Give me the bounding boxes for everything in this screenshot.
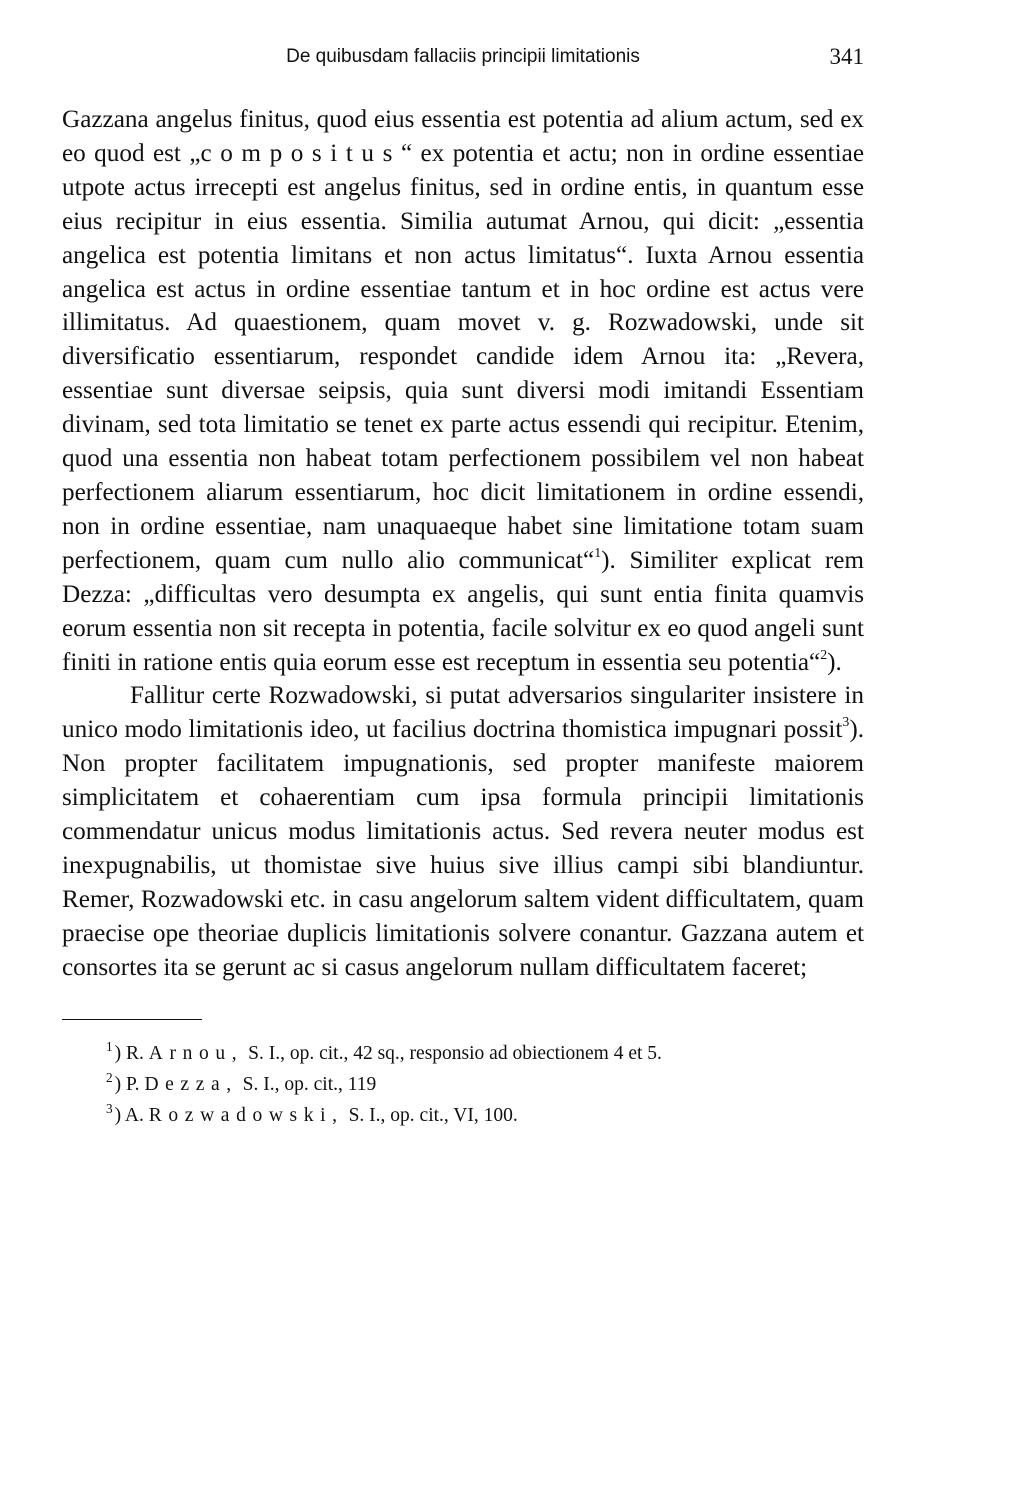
- footnote-mark: 3: [106, 1101, 113, 1117]
- footnote-initial: P.: [126, 1073, 140, 1095]
- paragraph-1-text-b: “ ex potentia et actu; non in ordine essentiae utpote actus irrecepti est angelus finitus, sed in ordine entis, in quantum esse eius recipitur in eius essentia. Similia autumat Arnou, qui dicit: „essentia angelica est potentia limitans et non actus limitatus“. Iuxta Arnou essentia angelica est actus in ordine essentiae tantum et in hoc ordine est actus vere illimitatus. Ad quaestionem, quam movet v. g. Rozwadowski, unde sit diversificatio essentiarum, respondet candide idem Arnou ita: „Revera, essentiae sunt diversae seipsis, quia sunt diversi modi imitandi Essentiam divinam, sed tota limitatio se tenet ex parte actus essendi qui recipitur. Etenim, quod una essentia non habeat totam perfectionem possibilem vel non habeat perfectionem aliarum essentiarum, hoc dicit limitationem in ordine essendi, non in ordine essentiae, nam unaquaeque habet sine limitatione totam suam perfectionem, quam cum nullo alio communicat“: [62, 139, 864, 574]
- footnote-reference-1: 1: [594, 544, 602, 560]
- footnote-separator: [62, 1019, 202, 1020]
- footnote-author: Dezza,: [144, 1073, 238, 1095]
- footnote-text: S. I., op. cit., VI, 100.: [348, 1104, 518, 1126]
- footnote-reference-2: 2: [820, 646, 828, 662]
- emphasized-word-compositus: compositus: [200, 139, 401, 167]
- running-title: De quibusdam fallaciis principii limitationis: [286, 46, 640, 67]
- paragraph-1-text-c: ). Similiter explicat rem Dezza: „difficultas vero desumpta ex angelis, qui sunt entia finita quamvis eorum essentia non sit recepta in potentia, facile solvitur ex eo quod angeli sunt finiti in ratione entis quia eorum esse est receptum in essentia seu potentia“: [62, 546, 864, 676]
- paragraph-1: [62, 103, 864, 679]
- paragraph-1-text-d: ).: [827, 648, 842, 676]
- paragraph-2-text-a: Fallitur certe Rozwadowski, si putat adversarios singulariter insistere in unico modo limitationis ideo, ut facilius doctrina thomistica impugnari possit: [62, 682, 864, 744]
- footnote-2: $^2$ ) P. Dezza, S. I., op. cit., 119: [106, 1070, 377, 1095]
- footnote-mark: 1: [106, 1039, 113, 1055]
- footnote-mark: 2: [106, 1070, 113, 1086]
- running-header: [62, 38, 864, 78]
- footnote-reference-3: 3: [842, 714, 850, 730]
- footnote-text: S. I., op. cit., 42 sq., responsio ad obiectionem 4 et 5.: [248, 1042, 662, 1064]
- footnote-initial: R.: [126, 1042, 144, 1064]
- footnote-text: S. I., op. cit., 119: [242, 1073, 377, 1095]
- paragraph-2-text-b: ). Non propter facilitatem impugnationis, sed propter manifeste maiorem simplicitatem et cohaerentiam cum ipsa formula principii limitationis commendatur unicus modus limitationis actus. Sed revera neuter modus est inexpugnabilis, ut thomistae sive huius sive illius campi sibi blandiuntur. Remer, Rozwadowski etc. in casu angelorum saltem vident difficultatem, quam praecise ope theoriae duplicis limitationis solvere conantur. Gazzana autem et consortes ita se gerunt ac si casus angelorum nullam difficultatem faceret;: [62, 716, 864, 981]
- paragraph-1-text-a: Gazzana angelus finitus, quod eius essentia est potentia ad alium actum, sed ex eo quod est „: [62, 106, 864, 167]
- footnote-3: $^3$ ) A. Rozwadowski, S. I., op. cit., VI, 100.: [106, 1101, 518, 1126]
- footnote-initial: A.: [124, 1104, 144, 1126]
- page-number: 341: [829, 44, 864, 69]
- footnotes: [62, 1038, 864, 1131]
- paragraph-2: [62, 679, 864, 984]
- book-page: [62, 38, 864, 1131]
- footnote-author: Arnou,: [148, 1042, 244, 1064]
- main-text: [62, 103, 864, 985]
- footnote-1: $^1$ ) R. Arnou, S. I., op. cit., 42 sq., responsio ad obiectionem 4 et 5.: [106, 1039, 662, 1064]
- footnote-author: Rozwadowski,: [148, 1104, 344, 1126]
